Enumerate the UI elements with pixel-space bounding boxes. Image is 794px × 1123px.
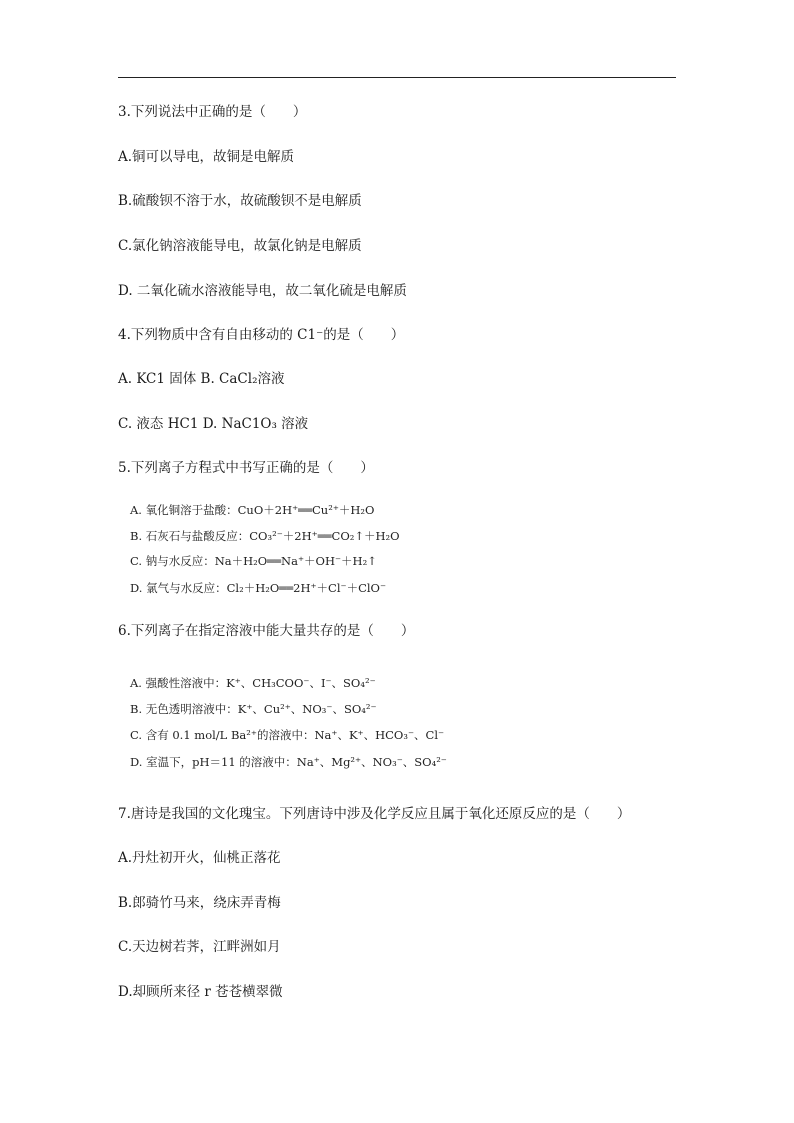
q6-option-b: B. 无色透明溶液中：K⁺、Cu²⁺、NO₃⁻、SO₄²⁻	[130, 702, 377, 716]
q3-stem: 3.下列说法中正确的是（ ）	[118, 104, 307, 120]
q7-option-d: D.却顾所来径 r 苍苍横翠微	[118, 984, 283, 1000]
q4-stem: 4.下列物质中含有自由移动的 C1⁻的是（ ）	[118, 327, 405, 343]
q3-option-c: C.氯化钠溶液能导电，故氯化钠是电解质	[118, 238, 362, 254]
q5-option-a: A. 氧化铜溶于盐酸：CuO＋2H⁺══Cu²⁺＋H₂O	[130, 503, 375, 517]
q3-option-d: D. 二氧化硫水溶液能导电，故二氧化硫是电解质	[118, 283, 407, 299]
q3-option-b: B.硫酸钡不溶于水，故硫酸钡不是电解质	[118, 193, 362, 209]
q5-stem: 5.下列离子方程式中书写正确的是（ ）	[118, 460, 374, 476]
q5-option-b: B. 石灰石与盐酸反应：CO₃²⁻＋2H⁺══CO₂↑＋H₂O	[130, 529, 400, 543]
q4-options-cd: C. 液态 HC1 D. NaC1O₃ 溶液	[118, 416, 309, 432]
q4-options-ab: A. KC1 固体 B. CaCl₂溶液	[118, 371, 285, 387]
q7-option-b: B.郎骑竹马来，绕床弄青梅	[118, 895, 281, 911]
q6-option-a: A. 强酸性溶液中：K⁺、CH₃COO⁻、I⁻、SO₄²⁻	[130, 676, 376, 690]
q6-stem: 6.下列离子在指定溶液中能大量共存的是（ ）	[118, 623, 415, 639]
q3-option-a: A.铜可以导电，故铜是电解质	[118, 149, 295, 165]
q6-option-d: D. 室温下，pH＝11 的溶液中：Na⁺、Mg²⁺、NO₃⁻、SO₄²⁻	[130, 755, 447, 769]
q7-option-a: A.丹灶初开火，仙桃正落花	[118, 850, 281, 866]
q5-option-c: C. 钠与水反应：Na＋H₂O══Na⁺＋OH⁻＋H₂↑	[130, 554, 377, 568]
header-rule	[118, 77, 676, 78]
q6-option-c: C. 含有 0.1 mol/L Ba²⁺的溶液中：Na⁺、K⁺、HCO₃⁻、Cl⁻	[130, 728, 445, 742]
q7-stem: 7.唐诗是我国的文化瑰宝。下列唐诗中涉及化学反应且属于氧化还原反应的是（ ）	[118, 806, 631, 822]
q7-option-c: C.天边树若荠，江畔洲如月	[118, 939, 281, 955]
q5-option-d: D. 氯气与水反应：Cl₂＋H₂O══2H⁺＋Cl⁻＋ClO⁻	[130, 581, 387, 595]
